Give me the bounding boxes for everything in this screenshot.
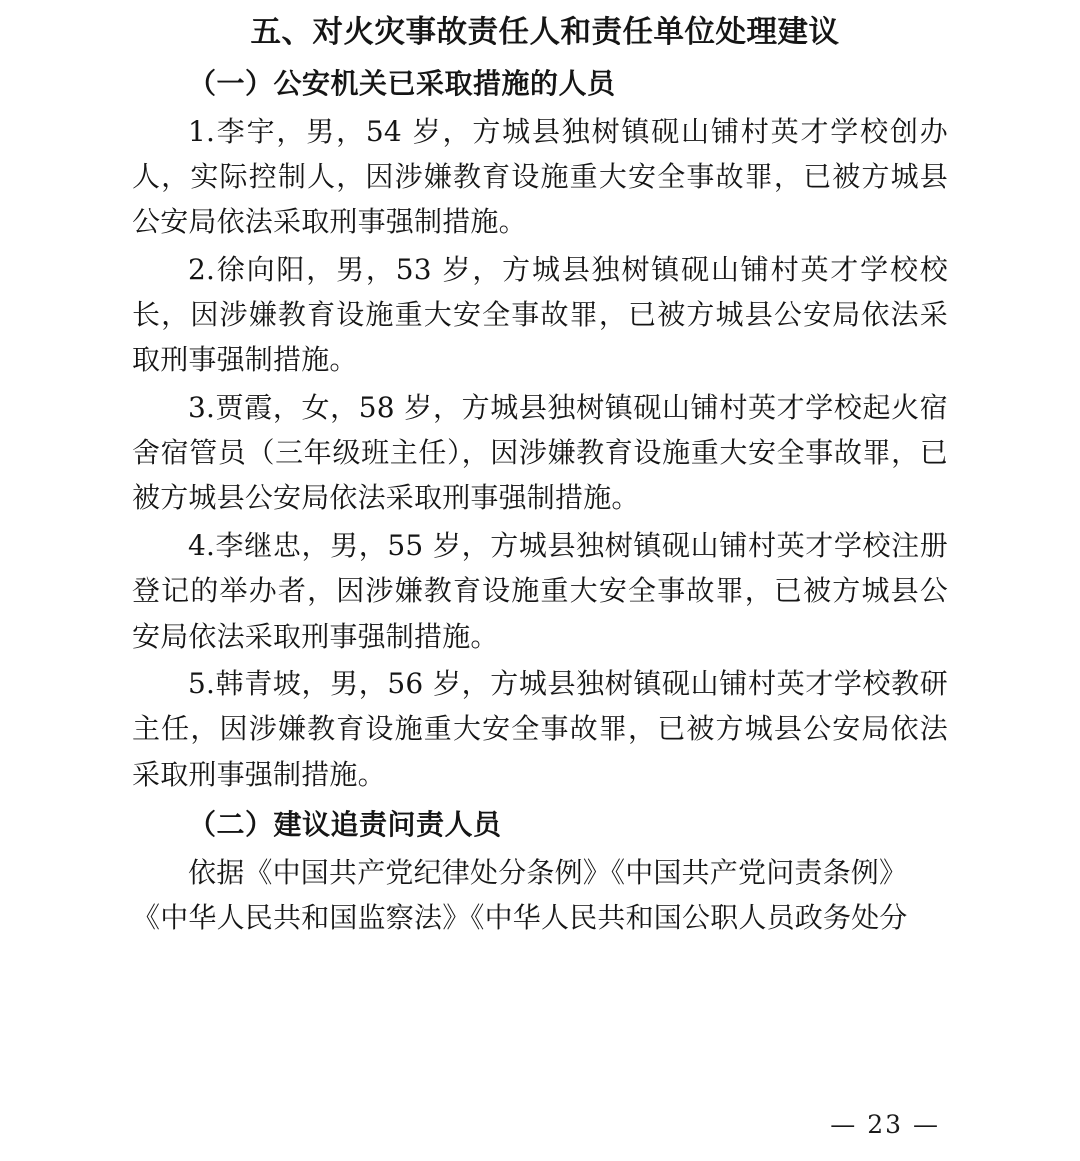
section-heading: 五、对火灾事故责任人和责任单位处理建议 [250, 14, 840, 50]
person-paragraph-2: 2.徐向阳，男，53 岁，方城县独树镇砚山铺村英才学校校长，因涉嫌教育设施重大安全事故罪，已被方城县公安局依法采取刑事强制措施。 [132, 252, 948, 377]
page-number: — 23 — [830, 1110, 940, 1139]
subsection-one-heading: （一）公安机关已采取措施的人员 [188, 66, 616, 100]
person-paragraph-4: 4.李继忠，男，55 岁，方城县独树镇砚山铺村英才学校注册登记的举办者，因涉嫌教育设施重大安全事故罪，已被方城县公安局依法采取刑事强制措施。 [132, 528, 948, 653]
subsection-two-heading: （二）建议追责问责人员 [188, 807, 502, 841]
person-paragraph-1: 1.李宇，男，54 岁，方城县独树镇砚山铺村英才学校创办人，实际控制人，因涉嫌教育设施重大安全事故罪，已被方城县公安局依法采取刑事强制措施。 [132, 114, 948, 239]
person-paragraph-3: 3.贾霞，女，58 岁，方城县独树镇砚山铺村英才学校起火宿舍宿管员（三年级班主任），因涉嫌教育设施重大安全事故罪，已被方城县公安局依法采取刑事强制措施。 [132, 390, 948, 515]
person-paragraph-5: 5.韩青坡，男，56 岁，方城县独树镇砚山铺村英才学校教研主任，因涉嫌教育设施重大安全事故罪，已被方城县公安局依法采取刑事强制措施。 [132, 666, 948, 791]
subsection-two-paragraph: 依据《中国共产党纪律处分条例》《中国共产党问责条例》《中华人民共和国监察法》《中华人民共和国公职人员政务处分 [132, 855, 908, 935]
